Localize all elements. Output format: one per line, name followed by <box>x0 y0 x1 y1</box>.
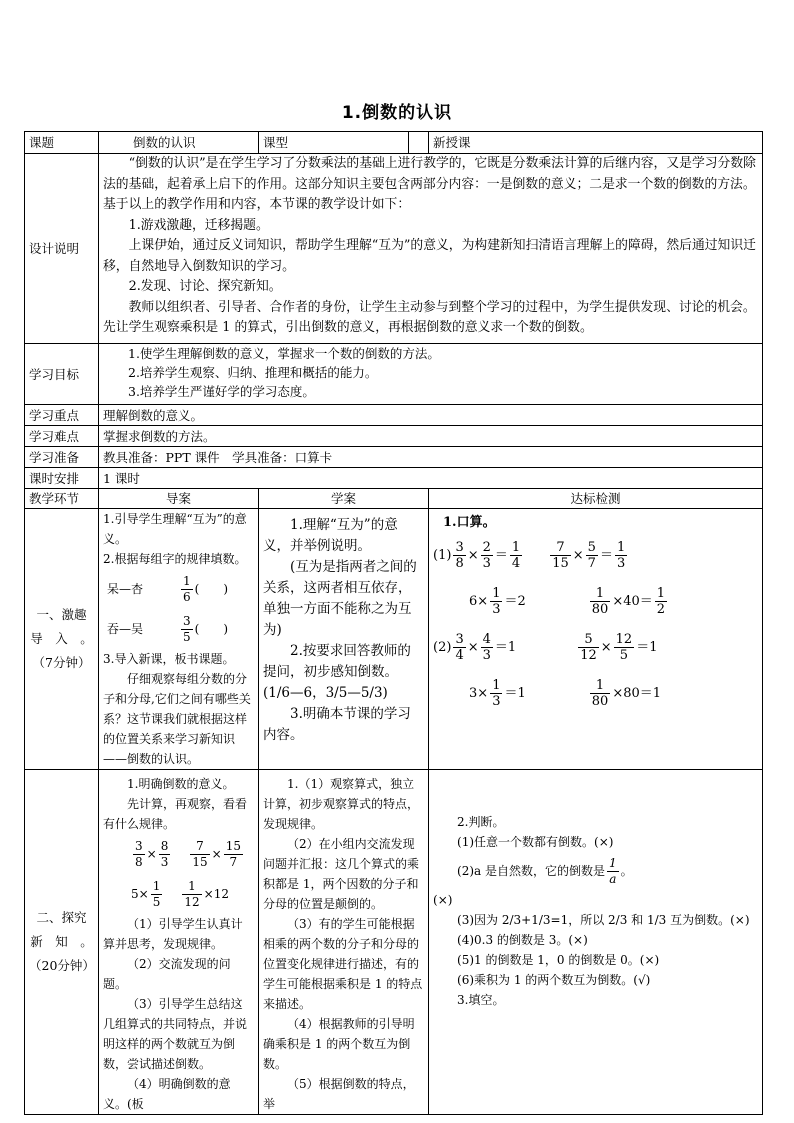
answer-blank-2: ( ) <box>194 622 229 636</box>
keypoint-label: 学习重点 <box>25 405 99 426</box>
formula-row-1 <box>103 834 254 874</box>
col-guide: 导案 <box>99 489 259 509</box>
goals-label: 学习目标 <box>25 344 99 405</box>
judge-2-text: (2)a 是自然数，它的倒数是 <box>457 864 605 878</box>
frac-num: 1 <box>492 677 501 693</box>
frac-den: 5 <box>183 629 191 644</box>
guide2-p1: （1）引导学生认真计算并思考，发现规律。 <box>103 917 243 951</box>
times-sign: × <box>146 847 157 861</box>
frac-num: 1 <box>492 585 501 601</box>
frac-den: 5 <box>152 894 161 909</box>
equals-sign: ＝ <box>639 685 653 701</box>
integer: 1 <box>517 685 526 701</box>
frac-den: 3 <box>492 601 501 617</box>
frac-den: 7 <box>229 854 238 869</box>
col-study: 学案 <box>259 489 429 509</box>
integer: 1 <box>507 639 517 655</box>
judge-4: (4)0.3 的倒数是 3。(×) <box>457 933 588 947</box>
frac-den: 3 <box>482 647 491 663</box>
frac-num: 1 <box>608 855 617 870</box>
judge-1: (1)任意一个数都有倒数。(×) <box>457 835 614 849</box>
guide2-l1: 1.明确倒数的意义。 <box>127 777 235 791</box>
goal-item: 2.培养学生观察、归纳、推理和概括的能力。 <box>128 365 378 380</box>
frac-num: 15 <box>225 838 241 853</box>
frac-den: 3 <box>160 854 169 869</box>
stage1-label-1: 一、激趣 <box>36 607 87 622</box>
frac-num: 3 <box>135 838 143 853</box>
stage1-label-2: 导 入 。 <box>30 631 93 646</box>
frac-den: 4 <box>455 647 464 663</box>
times-sign: × <box>572 547 584 563</box>
design-p4: 2.发现、讨论、探究新知。 <box>128 279 282 294</box>
goal-item: 1.使学生理解倒数的意义，掌握求一个数的倒数的方法。 <box>128 346 440 361</box>
difficulty-value: 掌握求倒数的方法。 <box>99 426 763 447</box>
guide2-l2: 先计算，再观察，看看有什么规律。 <box>103 797 248 831</box>
word-2: 吞—吴 <box>107 622 144 636</box>
design-label: 设计说明 <box>25 154 99 344</box>
judge-2-answer: (×) <box>433 893 453 907</box>
frac-num: 3 <box>455 539 464 555</box>
times-sign: × <box>612 685 624 701</box>
study2-p4: （4）根据教师的引导明确乘积是 1 的两个数互为倒数。 <box>263 1017 415 1071</box>
word-group-1 <box>103 569 254 609</box>
guide1-p: 仔细观察每组分数的分子和分母,它们之间有哪些关系？这节课我们就根据这样的位置关系来学习新知识——倒数的认识。 <box>103 672 251 766</box>
times-sign: × <box>211 847 222 861</box>
frac-den: 6 <box>183 589 191 604</box>
study2-p2: （2）在小组内交流发现问题并汇报：这几个算式的乘积都是 1，两个因数的分子和分母的位置是颠倒的。 <box>263 837 420 911</box>
integer: 1 <box>649 639 658 655</box>
times-sign: × <box>203 887 214 901</box>
frac-num: 7 <box>550 540 571 556</box>
times-sign: × <box>612 593 624 609</box>
frac-num: 1 <box>183 573 191 588</box>
topic-label: 课题 <box>25 132 99 154</box>
topic-value: 倒数的认识 <box>99 132 259 154</box>
times-sign: × <box>477 685 489 701</box>
integer: 40 <box>623 593 640 609</box>
equals-sign: ＝ <box>504 685 518 701</box>
times-sign: × <box>467 639 479 655</box>
schedule-label: 课时安排 <box>25 468 99 489</box>
schedule-value: 1 课时 <box>99 468 763 489</box>
frac-num: 1 <box>511 539 521 555</box>
answer-blank-1: ( ) <box>194 582 229 596</box>
frac-num: 1 <box>152 878 161 893</box>
frac-den: 8 <box>455 555 464 571</box>
frac-den: 3 <box>492 693 501 709</box>
judge-2 <box>433 852 758 890</box>
times-sign: × <box>467 547 479 563</box>
frac-den: 3 <box>616 555 626 571</box>
column-headers <box>25 489 763 509</box>
frac-den: a <box>609 871 617 886</box>
lesson-plan-table <box>24 131 763 1115</box>
check2-title: 2.判断。 <box>457 815 505 829</box>
guide1-l2: 2.根据每组字的规律填数。 <box>103 552 247 566</box>
equals-sign: ＝ <box>636 639 650 655</box>
guide1-l1: 1.引导学生理解“互为”的意义。 <box>103 512 247 546</box>
design-p5: 教师以组织者、引导者、合作者的身份，让学生主动参与到整个学习的过程中，为学生提供发现、讨论的机会。先让学生观察乘积是 1 的算式，引出倒数的意义，再根据倒数的意义求一个数的倒数。 <box>103 299 756 335</box>
stage2-label-1: 二、探究 <box>36 910 87 925</box>
check3-title: 3.填空。 <box>457 993 505 1007</box>
study1-p3: 2.按要求回答教师的提问，初步感知倒数。 <box>263 643 411 680</box>
design-p1: “倒数的认识”是在学生学习了分数乘法的基础上进行教学的，它既是分数乘法计算的后继内容，又是学习分数除法的基础，起着承上启下的作用。这部分知识主要包含两部分内容：一是倒数的意义；二是求一个数的倒数的方法。基于以上的教学作用和内容，本节课的教学设计如下： <box>103 156 756 212</box>
check1-title: 1.口算。 <box>443 515 496 530</box>
oral-calc-row-2 <box>433 578 758 624</box>
item-number: (1) <box>433 547 452 563</box>
integer: 12 <box>213 887 229 901</box>
goal-item: 3.培养学生严谨好学的学习态度。 <box>128 384 315 399</box>
equals-sign: ＝ <box>504 593 518 609</box>
oral-calc-row-1 <box>433 532 758 578</box>
word-1: 呆—杏 <box>107 582 144 596</box>
frac-den: 7 <box>587 555 596 571</box>
frac-den: 3 <box>482 555 491 571</box>
stage2-label-3: （20分钟） <box>29 958 95 973</box>
frac-den: 15 <box>552 555 569 571</box>
times-sign: × <box>138 887 149 901</box>
study2-p3: （3）有的学生可能根据相乘的两个数的分子和分母的位置变化规律进行描述，有的学生可能根据乘积是 1 的特点来描述。 <box>263 917 423 1011</box>
frac-num: 1 <box>590 678 611 694</box>
frac-num: 5 <box>578 632 599 648</box>
difficulty-label: 学习难点 <box>25 426 99 447</box>
frac-den: 4 <box>511 555 521 571</box>
frac-num: 1 <box>590 586 611 602</box>
frac-den: 8 <box>135 854 143 869</box>
judge-3: (3)因为 2/3+1/3=1，所以 2/3 和 1/3 互为倒数。(×) <box>457 913 750 927</box>
keypoint-value: 理解倒数的意义。 <box>99 405 763 426</box>
guide1-l3: 3.导入新课，板书课题。 <box>103 652 235 666</box>
row-topic <box>25 132 763 154</box>
word-group-2 <box>103 609 254 649</box>
frac-den: 5 <box>619 647 629 663</box>
frac-num: 12 <box>615 631 633 647</box>
integer: 5 <box>131 887 139 901</box>
frac-den: 12 <box>184 894 200 909</box>
equals-sign: ＝ <box>599 547 613 563</box>
stage1-label-3: （7分钟） <box>32 655 91 670</box>
frac-den: 15 <box>192 854 208 869</box>
row-design <box>25 154 763 344</box>
integer: 1 <box>652 685 662 701</box>
times-sign: × <box>600 639 612 655</box>
prep-label: 学习准备 <box>25 447 99 468</box>
frac-den: 12 <box>580 647 597 663</box>
integer: 2 <box>517 593 526 609</box>
formula-row-2 <box>103 874 254 914</box>
integer: 3 <box>469 685 478 701</box>
frac-num: 2 <box>482 539 491 555</box>
equals-sign: ＝ <box>639 593 653 609</box>
frac-num: 4 <box>482 631 491 647</box>
study1-p4: (1/6—6，3/5—5/3) <box>263 685 388 701</box>
frac-num: 1 <box>656 585 666 601</box>
type-value: 新授课 <box>429 132 763 154</box>
study1-p1: 1.理解“互为”的意义，并举例说明。 <box>263 517 398 554</box>
design-p2: 1.游戏激趣，迁移揭题。 <box>128 217 269 233</box>
judge-2-end: 。 <box>620 864 633 878</box>
equals-sign: ＝ <box>494 639 508 655</box>
oral-calc-row-4 <box>433 670 758 716</box>
judge-6: (6)乘积为 1 的两个数互为倒数。(√) <box>457 973 651 987</box>
prep-value: 教具准备：PPT 课件 学具准备：口算卡 <box>99 447 763 468</box>
col-stage: 教学环节 <box>25 489 99 509</box>
study2-p5: （5）根据倒数的特点，举 <box>263 1077 415 1111</box>
frac-num: 3 <box>455 631 464 647</box>
guide2-p2: （2）交流发现的问题。 <box>103 957 231 991</box>
oral-calc-row-3 <box>433 624 758 670</box>
guide2-p4: （4）明确倒数的意义。(板 <box>103 1077 231 1111</box>
page-title: 1.倒数的认识 <box>341 103 453 123</box>
stage2-label-2: 新 知 。 <box>30 934 93 949</box>
frac-den: 80 <box>591 693 609 709</box>
study1-p2: (互为是指两者之间的关系，这两者相互依存，单独一方面不能称之为互为) <box>263 559 417 638</box>
times-sign: × <box>477 593 489 609</box>
frac-num: 5 <box>587 539 596 555</box>
integer: 80 <box>623 685 640 701</box>
frac-num: 3 <box>183 613 191 628</box>
study2-p1: 1.（1）观察算式，独立计算，初步观察算式的特点，发现规律。 <box>263 777 420 831</box>
row-goals <box>25 344 763 405</box>
row-stage1 <box>25 509 763 770</box>
row-stage2 <box>25 770 763 1115</box>
frac-num: 1 <box>182 879 201 895</box>
judge-5: (5)1 的倒数是 1，0 的倒数是 0。(×) <box>457 953 660 967</box>
frac-num: 7 <box>190 839 209 855</box>
item-number: (2) <box>433 639 452 655</box>
study1-p5: 3.明确本节课的学习内容。 <box>263 706 411 743</box>
equals-sign: ＝ <box>494 547 508 563</box>
col-check: 达标检测 <box>429 489 763 509</box>
frac-num: 1 <box>616 539 626 555</box>
design-p3: 上课伊始，通过反义词知识，帮助学生理解“互为”的意义，为构建新知扫清语言理解上的障碍，然后通过知识迁移，自然地导入倒数知识的学习。 <box>103 238 756 274</box>
guide2-p3: （3）引导学生总结这几组算式的共同特点，并说明这样的两个数就互为倒数，尝试描述倒数。 <box>103 997 248 1071</box>
type-label: 课型 <box>259 132 409 154</box>
frac-den: 80 <box>591 601 609 617</box>
frac-den: 2 <box>656 601 666 617</box>
frac-num: 8 <box>160 838 169 853</box>
integer: 6 <box>469 593 478 609</box>
